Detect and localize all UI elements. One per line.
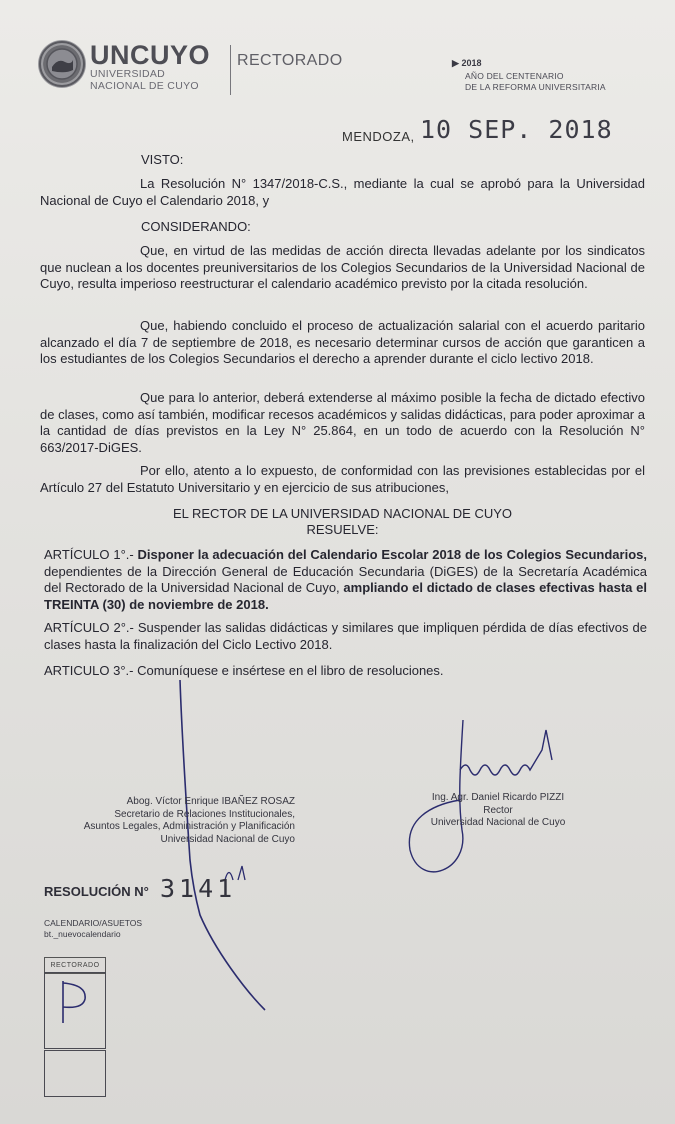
- footer-reference: CALENDARIO/ASUETOS bt._nuevocalendario: [44, 918, 143, 939]
- article-3: ARTICULO 3°.- Comuníquese e insértese en el libro de resoluciones.: [44, 663, 444, 678]
- brand-name: UNCUYO: [90, 40, 211, 70]
- year-motto: AÑO DEL CENTENARIO DE LA REFORMA UNIVERSITARIA: [465, 71, 606, 92]
- considerando-paragraph-1: Que, en virtud de las medidas de acción directa llevadas adelante por los sindicatos que nuclean a los docentes preuniversitarios de los Colegios Secundarios de la Universidad Nacional de Cuyo, resulta imperioso reestructurar el calendario académico previsto por la citada resolución.: [40, 243, 645, 292]
- stamp-box-initials: [44, 972, 106, 1049]
- year-badge: ▶ 2018: [452, 58, 482, 68]
- considerando-paragraph-2: Que, habiendo concluido el proceso de actualización salarial con el acuerdo paritario alcanzado el día 7 de septiembre de 2018, es necesario determinar cursos de acción que garanticen a los estudiantes de los Colegios Secundarios el derecho a aprender durante el ciclo lectivo 2018.: [40, 318, 645, 367]
- article-1: ARTÍCULO 1°.- Disponer la adecuación del Calendario Escolar 2018 de los Colegios Secundarios, dependientes de la Dirección General de Educación Secundaria (DiGES) de la Secretaría Académica del Rectorado de la Universidad Nacional de Cuyo, ampliando el dictado de clases efectivas hasta el TREINTA (30) de noviembre de 2018.: [44, 547, 647, 612]
- rector-line: EL RECTOR DE LA UNIVERSIDAD NACIONAL DE CUYO: [172, 506, 513, 521]
- resuelve-heading: RESUELVE:: [306, 522, 379, 537]
- article-2: ARTÍCULO 2°.- Suspender las salidas didácticas y similares que impliquen pérdida de días efectivos de clases hasta la finalización del Ciclo Lectivo 2018.: [44, 620, 647, 652]
- brand-subtitle: UNIVERSIDAD NACIONAL DE CUYO: [90, 68, 199, 92]
- considerando-paragraph-4: Por ello, atento a lo expuesto, de conformidad con las previsiones establecidas por el Artículo 27 del Estatuto Universitario y en ejercicio de sus atribuciones,: [40, 463, 645, 495]
- considerando-heading: CONSIDERANDO:: [141, 219, 251, 234]
- initial-mark: [45, 973, 105, 1048]
- office-label: RECTORADO: [237, 52, 343, 69]
- date-city: MENDOZA,: [342, 129, 415, 144]
- date-stamp: 10 SEP. 2018: [420, 115, 613, 144]
- visto-paragraph: La Resolución N° 1347/2018-C.S., mediante la cual se aprobó para la Universidad Nacional de Cuyo el Calendario 2018, y: [40, 176, 645, 208]
- stamp-box-empty: [44, 1050, 106, 1097]
- triangle-icon: ▶: [452, 58, 459, 68]
- visto-heading: VISTO:: [141, 152, 184, 167]
- rectorado-stamp-label: RECTORADO: [44, 957, 106, 974]
- resolution-label: RESOLUCIÓN N°: [44, 884, 149, 899]
- signature-left: Abog. Víctor Enrique IBAÑEZ ROSAZ Secretario de Relaciones Institucionales, Asuntos Legales, Administración y Planificación Universidad Nacional de Cuyo: [83, 796, 295, 845]
- considerando-paragraph-3: Que para lo anterior, deberá extenderse al máximo posible la fecha de dictado efectivo de clases, como así también, modificar recesos académicos y salidas didácticas, para poder aproximar a la cantidad de días previstos en la Ley N° 25.864, en un todo de acuerdo con la Resolución N° 663/2017-DiGES.: [40, 390, 645, 455]
- resolution-number: 3141: [160, 874, 237, 903]
- signature-right: Ing. Agr. Daniel Ricardo PIZZI Rector Universidad Nacional de Cuyo: [430, 792, 566, 828]
